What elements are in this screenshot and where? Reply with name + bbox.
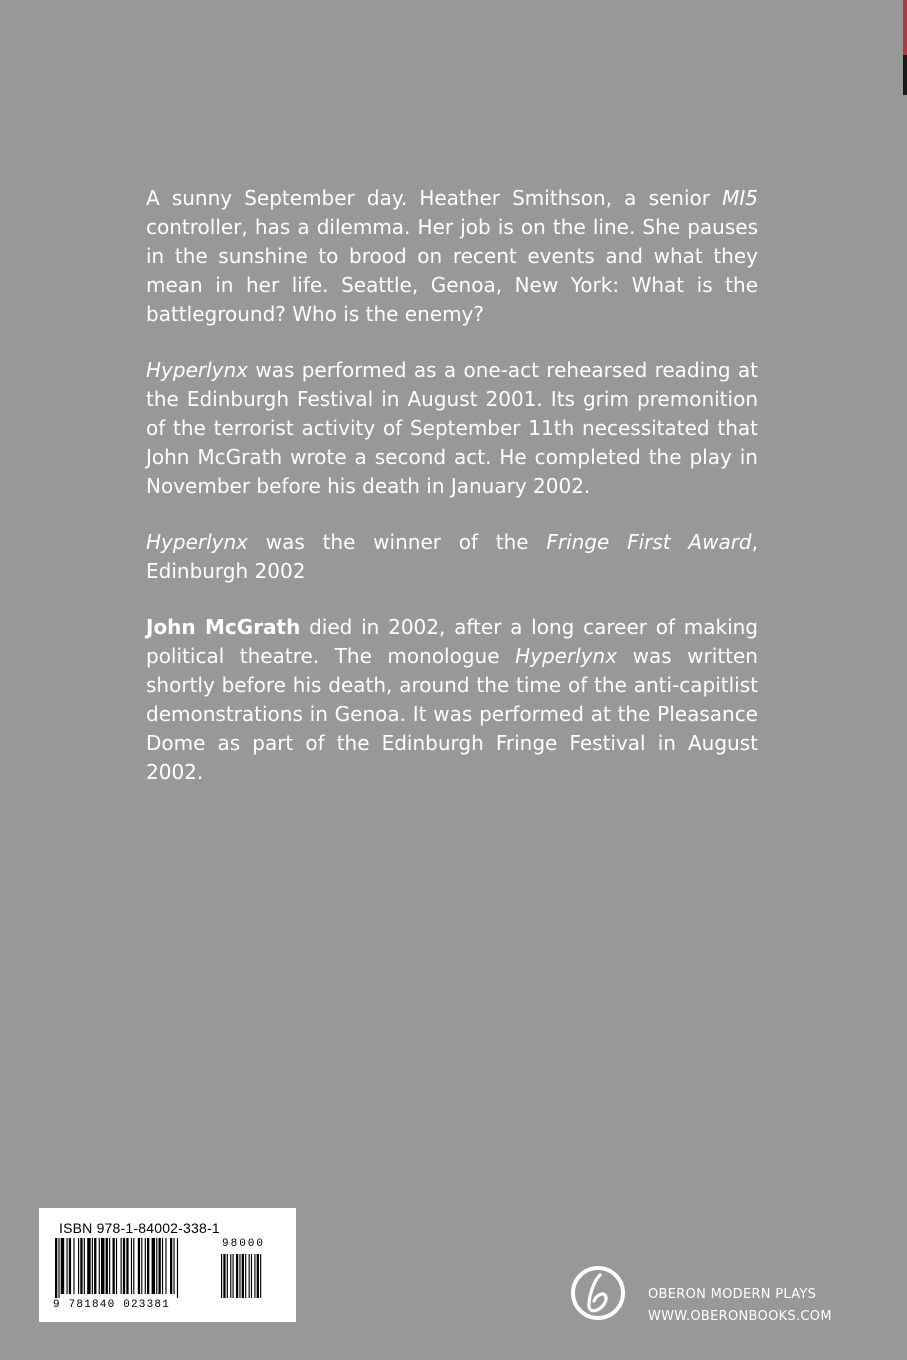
publisher-series: OBERON MODERN PLAYS xyxy=(648,1287,817,1302)
blurb-paragraph-2: Hyperlynx was performed as a one-act rehearsed reading at the Edinburgh Festival in August 2001. Its grim premonition of the terrorist activity of September 11th necessitated that John McGrath wrote a second act. He completed the play in November before his death in January 2002. xyxy=(146,358,758,498)
blurb-text xyxy=(146,184,758,814)
trim-mark-red xyxy=(903,0,907,55)
barcode-addon-number: 98000 xyxy=(222,1238,266,1250)
blurb-paragraph-award: Hyperlynx was the winner of the Fringe First Award, Edinburgh 2002 xyxy=(146,530,758,583)
barcode-digits: 9 781840 023381 xyxy=(53,1299,171,1311)
blurb-paragraph-1: A sunny September day. Heather Smithson, a senior MI5 controller, has a dilemma. Her job is on the line. She pauses in the sunshine to brood on recent events and what they mean in her life. Seattle, Genoa, New York: What is the battleground? Who is the enemy? xyxy=(146,186,758,326)
barcode-panel xyxy=(39,1208,296,1322)
publisher-info xyxy=(648,1284,832,1328)
publisher-website: WWW.OBERONBOOKS.COM xyxy=(648,1309,832,1324)
isbn-label: ISBN 978-1-84002-338-1 xyxy=(59,1220,220,1236)
oberon-b-logo-icon xyxy=(570,1265,626,1321)
blurb-paragraph-author: John McGrath died in 2002, after a long career of making political theatre. The monologue Hyperlynx was written shortly before his death, around the time of the anti-capitlist demonstrations in Genoa. It was performed at the Pleasance Dome as part of the Edinburgh Fringe Festival in August 2002. xyxy=(146,615,759,784)
